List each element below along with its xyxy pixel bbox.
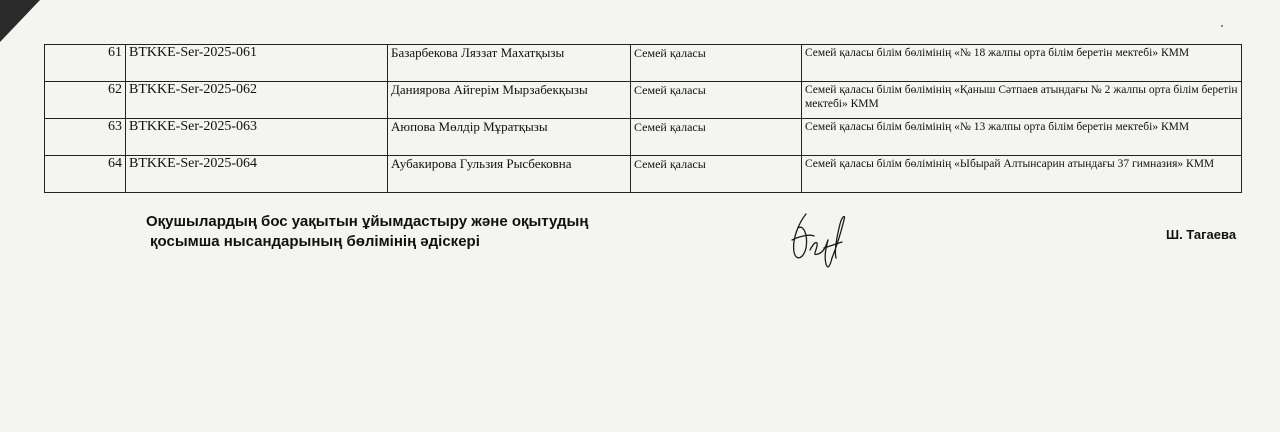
participant-name: Аюпова Мөлдір Мұратқызы — [388, 119, 631, 156]
row-number: 61 — [45, 45, 126, 82]
table-row — [45, 82, 1242, 119]
handwritten-signature — [784, 206, 850, 276]
participants-table — [44, 44, 1242, 193]
table-row — [45, 156, 1242, 193]
participant-name: Аубакирова Гульзия Рысбековна — [388, 156, 631, 193]
row-number: 64 — [45, 156, 126, 193]
table-row — [45, 45, 1242, 82]
table-row — [45, 119, 1242, 156]
city: Семей қаласы — [631, 45, 802, 82]
registration-code: BTKKE-Ser-2025-064 — [126, 156, 388, 193]
organization: Семей қаласы білім бөлімінің «Қаныш Сәтпаев атындағы № 2 жалпы орта білім беретін мектебі» КММ — [802, 82, 1242, 119]
page-corner-shadow — [0, 0, 40, 42]
organization: Семей қаласы білім бөлімінің «Ыбырай Алтынсарин атындағы 37 гимназия» КММ — [802, 156, 1242, 193]
organization: Семей қаласы білім бөлімінің «№ 13 жалпы орта білім беретін мектебі» КММ — [802, 119, 1242, 156]
scan-speck — [1221, 25, 1223, 27]
position-line-2: қосымша нысандарының бөлімінің әдіскері — [150, 233, 480, 250]
row-number: 62 — [45, 82, 126, 119]
registration-code: BTKKE-Ser-2025-061 — [126, 45, 388, 82]
city: Семей қаласы — [631, 119, 802, 156]
position-line-1: Оқушылардың бос уақытын ұйымдастыру және оқытудың — [146, 213, 589, 230]
city: Семей қаласы — [631, 82, 802, 119]
participant-name: Даниярова Айгерім Мырзабекқызы — [388, 82, 631, 119]
participant-name: Базарбекова Ляззат Махатқызы — [388, 45, 631, 82]
organization: Семей қаласы білім бөлімінің «№ 18 жалпы орта білім беретін мектебі» КММ — [802, 45, 1242, 82]
signer-name: Ш. Тагаева — [1166, 227, 1237, 242]
registration-code: BTKKE-Ser-2025-062 — [126, 82, 388, 119]
signer-position — [146, 212, 588, 252]
registration-code: BTKKE-Ser-2025-063 — [126, 119, 388, 156]
row-number: 63 — [45, 119, 126, 156]
city: Семей қаласы — [631, 156, 802, 193]
